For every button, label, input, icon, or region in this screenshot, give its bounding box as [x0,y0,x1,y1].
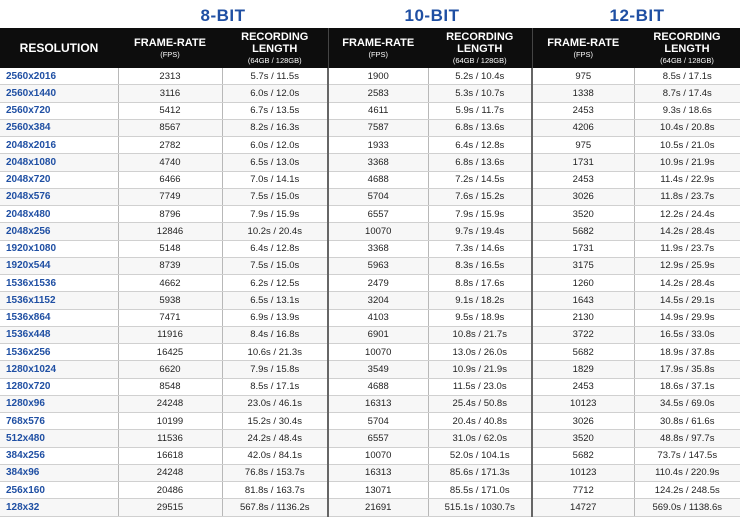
recording-length-12bit-cell: 18.9s / 37.8s [634,344,740,361]
frame-rate-8bit-cell: 16618 [118,447,222,464]
column-header-recording-length-8bit [222,28,328,68]
recording-length-12bit-cell: 10.9s / 21.9s [634,154,740,171]
recording-length-12bit-cell: 569.0s / 1138.6s [634,499,740,516]
frame-rate-10bit-cell: 6901 [328,326,428,343]
frame-rate-12bit-cell: 5682 [532,344,634,361]
frame-rate-10bit-cell: 10070 [328,447,428,464]
frame-rate-12bit-cell: 975 [532,137,634,154]
recording-length-10bit-cell: 6.4s / 12.8s [428,137,532,154]
recording-length-10bit-cell: 7.3s / 14.6s [428,240,532,257]
recording-length-12bit-cell: 8.5s / 17.1s [634,68,740,85]
frame-rate-10bit-cell: 3368 [328,240,428,257]
column-header-frame-rate-8bit [118,28,222,68]
frame-rate-8bit-cell: 7471 [118,309,222,326]
recording-length-8bit-cell: 8.5s / 17.1s [222,378,328,395]
recording-length-8bit-cell: 24.2s / 48.4s [222,430,328,447]
frame-rate-8bit-cell: 11536 [118,430,222,447]
recording-length-label: RECORDING LENGTH [241,31,309,55]
spec-table [0,28,740,517]
recording-length-10bit-cell: 5.2s / 10.4s [428,68,532,85]
frame-rate-12bit-cell: 1829 [532,361,634,378]
recording-length-10bit-cell: 6.8s / 13.6s [428,154,532,171]
frame-rate-10bit-cell: 1933 [328,137,428,154]
table-row [0,102,740,119]
frame-rate-label: FRAME-RATE [342,37,415,49]
group-12bit-title: 12-BIT [609,6,665,25]
recording-length-10bit-cell: 7.6s / 15.2s [428,188,532,205]
table-row [0,119,740,136]
table-row [0,326,740,343]
column-header-recording-length-12bit [634,28,740,68]
frame-rate-12bit-cell: 975 [532,68,634,85]
table-row [0,85,740,102]
resolution-cell: 1536x864 [0,309,118,326]
recording-length-10bit-cell: 9.7s / 19.4s [428,223,532,240]
frame-rate-10bit-cell: 10070 [328,223,428,240]
resolution-cell: 1536x1152 [0,292,118,309]
frame-rate-10bit-cell: 16313 [328,464,428,481]
resolution-cell: 2560x720 [0,102,118,119]
resolution-cell: 1920x1080 [0,240,118,257]
recording-length-12bit-cell: 14.2s / 28.4s [634,223,740,240]
recording-length-12bit-cell: 8.7s / 17.4s [634,85,740,102]
frame-rate-8bit-cell: 2313 [118,68,222,85]
frame-rate-10bit-cell: 2479 [328,275,428,292]
resolution-cell: 384x96 [0,464,118,481]
recording-length-8bit-cell: 7.9s / 15.8s [222,361,328,378]
recording-length-10bit-cell: 25.4s / 50.8s [428,395,532,412]
resolution-cell: 1536x256 [0,344,118,361]
recording-length-8bit-cell: 6.7s / 13.5s [222,102,328,119]
table-row [0,309,740,326]
table-row [0,206,740,223]
frame-rate-8bit-cell: 11916 [118,326,222,343]
recording-length-12bit-cell: 14.9s / 29.9s [634,309,740,326]
bit-depth-group-headers [0,0,740,28]
frame-rate-8bit-cell: 8548 [118,378,222,395]
frame-rate-12bit-cell: 4206 [532,119,634,136]
column-header-frame-rate-10bit [328,28,428,68]
recording-length-12bit-cell: 14.5s / 29.1s [634,292,740,309]
frame-rate-label: FRAME-RATE [547,37,620,49]
frame-rate-10bit-cell: 5963 [328,257,428,274]
frame-rate-8bit-cell: 12846 [118,223,222,240]
resolution-cell: 2048x1080 [0,154,118,171]
recording-length-8bit-cell: 76.8s / 153.7s [222,464,328,481]
frame-rate-10bit-cell: 6557 [328,430,428,447]
table-body [0,68,740,516]
frame-rate-12bit-cell: 2453 [532,102,634,119]
resolution-cell: 256x160 [0,482,118,499]
frame-rate-10bit-cell: 4611 [328,102,428,119]
resolution-cell: 2560x384 [0,119,118,136]
recording-length-10bit-cell: 5.9s / 11.7s [428,102,532,119]
resolution-cell: 384x256 [0,447,118,464]
frame-rate-label: FRAME-RATE [134,37,206,49]
frame-rate-8bit-cell: 5412 [118,102,222,119]
frame-rate-8bit-cell: 5148 [118,240,222,257]
resolution-cell: 1280x720 [0,378,118,395]
frame-rate-8bit-cell: 24248 [118,395,222,412]
frame-rate-10bit-cell: 7587 [328,119,428,136]
recording-length-unit: (64GB / 128GB) [452,56,507,65]
recording-length-8bit-cell: 7.0s / 14.1s [222,171,328,188]
frame-rate-unit: (FPS) [160,50,180,59]
table-row [0,361,740,378]
recording-length-8bit-cell: 6.9s / 13.9s [222,309,328,326]
recording-length-8bit-cell: 15.2s / 30.4s [222,413,328,430]
frame-rate-10bit-cell: 3368 [328,154,428,171]
resolution-cell: 128x32 [0,499,118,516]
frame-rate-8bit-cell: 4740 [118,154,222,171]
table-row [0,499,740,516]
frame-rate-12bit-cell: 5682 [532,223,634,240]
recording-length-10bit-cell: 6.8s / 13.6s [428,119,532,136]
recording-length-8bit-cell: 6.2s / 12.5s [222,275,328,292]
table-row [0,275,740,292]
frame-rate-8bit-cell: 2782 [118,137,222,154]
recording-length-10bit-cell: 20.4s / 40.8s [428,413,532,430]
recording-length-8bit-cell: 567.8s / 1136.2s [222,499,328,516]
recording-length-8bit-cell: 23.0s / 46.1s [222,395,328,412]
recording-length-12bit-cell: 10.5s / 21.0s [634,137,740,154]
frame-rate-12bit-cell: 1731 [532,154,634,171]
table-row [0,240,740,257]
frame-rate-12bit-cell: 3026 [532,188,634,205]
resolution-cell: 1536x448 [0,326,118,343]
frame-rate-8bit-cell: 3116 [118,85,222,102]
resolution-cell: 768x576 [0,413,118,430]
frame-rate-8bit-cell: 6466 [118,171,222,188]
recording-length-12bit-cell: 10.4s / 20.8s [634,119,740,136]
recording-length-10bit-cell: 7.9s / 15.9s [428,206,532,223]
frame-rate-8bit-cell: 4662 [118,275,222,292]
recording-length-10bit-cell: 8.8s / 17.6s [428,275,532,292]
table-row [0,344,740,361]
frame-rate-10bit-cell: 5704 [328,188,428,205]
frame-rate-8bit-cell: 10199 [118,413,222,430]
frame-rate-8bit-cell: 5938 [118,292,222,309]
frame-rate-10bit-cell: 5704 [328,413,428,430]
frame-rate-12bit-cell: 1338 [532,85,634,102]
recording-length-unit: (64GB / 128GB) [247,56,302,65]
recording-length-8bit-cell: 7.9s / 15.9s [222,206,328,223]
group-8bit-title: 8-BIT [200,6,246,25]
frame-rate-12bit-cell: 1731 [532,240,634,257]
recording-length-10bit-cell: 9.5s / 18.9s [428,309,532,326]
column-header-recording-length-10bit [428,28,532,68]
column-header-resolution: RESOLUTION [0,28,118,68]
frame-rate-10bit-cell: 21691 [328,499,428,516]
table-row [0,223,740,240]
frame-rate-12bit-cell: 3175 [532,257,634,274]
frame-rate-8bit-cell: 29515 [118,499,222,516]
recording-length-8bit-cell: 8.2s / 16.3s [222,119,328,136]
frame-rate-12bit-cell: 2453 [532,378,634,395]
table-row [0,154,740,171]
resolution-cell: 2048x576 [0,188,118,205]
table-row [0,447,740,464]
frame-rate-10bit-cell: 13071 [328,482,428,499]
table-row [0,413,740,430]
frame-rate-10bit-cell: 6557 [328,206,428,223]
recording-length-12bit-cell: 124.2s / 248.5s [634,482,740,499]
resolution-cell: 2048x2016 [0,137,118,154]
recording-length-label: RECORDING LENGTH [446,31,514,55]
resolution-cell: 2048x480 [0,206,118,223]
recording-length-10bit-cell: 8.3s / 16.5s [428,257,532,274]
table-row [0,171,740,188]
recording-length-8bit-cell: 42.0s / 84.1s [222,447,328,464]
frame-rate-8bit-cell: 20486 [118,482,222,499]
table-row [0,430,740,447]
frame-rate-12bit-cell: 14727 [532,499,634,516]
recording-length-8bit-cell: 5.7s / 11.5s [222,68,328,85]
table-row [0,257,740,274]
frame-rate-12bit-cell: 1643 [532,292,634,309]
recording-length-10bit-cell: 31.0s / 62.0s [428,430,532,447]
frame-rate-8bit-cell: 8567 [118,119,222,136]
resolution-cell: 2560x1440 [0,85,118,102]
recording-length-8bit-cell: 7.5s / 15.0s [222,188,328,205]
table-row [0,68,740,85]
recording-length-8bit-cell: 10.2s / 20.4s [222,223,328,240]
frame-rate-8bit-cell: 8739 [118,257,222,274]
recording-length-12bit-cell: 34.5s / 69.0s [634,395,740,412]
frame-rate-12bit-cell: 5682 [532,447,634,464]
recording-length-unit: (64GB / 128GB) [660,56,714,65]
table-row [0,137,740,154]
table-row [0,464,740,481]
recording-length-8bit-cell: 81.8s / 163.7s [222,482,328,499]
table-row [0,378,740,395]
recording-length-12bit-cell: 11.8s / 23.7s [634,188,740,205]
recording-length-12bit-cell: 18.6s / 37.1s [634,378,740,395]
recording-length-8bit-cell: 10.6s / 21.3s [222,344,328,361]
recording-length-12bit-cell: 110.4s / 220.9s [634,464,740,481]
frame-rate-8bit-cell: 6620 [118,361,222,378]
resolution-cell: 512x480 [0,430,118,447]
frame-rate-10bit-cell: 4103 [328,309,428,326]
resolution-cell: 2048x256 [0,223,118,240]
resolution-cell: 2048x720 [0,171,118,188]
frame-rate-12bit-cell: 3520 [532,206,634,223]
recording-length-8bit-cell: 6.0s / 12.0s [222,85,328,102]
recording-length-12bit-cell: 11.4s / 22.9s [634,171,740,188]
frame-rate-10bit-cell: 10070 [328,344,428,361]
frame-rate-12bit-cell: 10123 [532,395,634,412]
frame-rate-12bit-cell: 3026 [532,413,634,430]
frame-rate-10bit-cell: 3549 [328,361,428,378]
frame-rate-12bit-cell: 3722 [532,326,634,343]
recording-length-12bit-cell: 12.9s / 25.9s [634,257,740,274]
frame-rate-12bit-cell: 3520 [532,430,634,447]
frame-rate-10bit-cell: 4688 [328,378,428,395]
recording-length-8bit-cell: 6.0s / 12.0s [222,137,328,154]
frame-rate-10bit-cell: 4688 [328,171,428,188]
frame-rate-10bit-cell: 2583 [328,85,428,102]
recording-length-10bit-cell: 11.5s / 23.0s [428,378,532,395]
frame-rate-12bit-cell: 2130 [532,309,634,326]
recording-length-10bit-cell: 7.2s / 14.5s [428,171,532,188]
recording-length-12bit-cell: 48.8s / 97.7s [634,430,740,447]
resolution-cell: 1280x96 [0,395,118,412]
table-row [0,188,740,205]
column-header-frame-rate-12bit [532,28,634,68]
recording-length-10bit-cell: 9.1s / 18.2s [428,292,532,309]
recording-length-10bit-cell: 52.0s / 104.1s [428,447,532,464]
recording-length-8bit-cell: 6.4s / 12.8s [222,240,328,257]
recording-length-12bit-cell: 73.7s / 147.5s [634,447,740,464]
table-header [0,28,740,68]
recording-length-10bit-cell: 10.8s / 21.7s [428,326,532,343]
table-row [0,482,740,499]
resolution-cell: 1536x1536 [0,275,118,292]
resolution-cell: 2560x2016 [0,68,118,85]
recording-length-12bit-cell: 17.9s / 35.8s [634,361,740,378]
recording-length-label: RECORDING LENGTH [653,31,721,55]
recording-length-10bit-cell: 13.0s / 26.0s [428,344,532,361]
recording-length-8bit-cell: 6.5s / 13.1s [222,292,328,309]
frame-rate-unit: (FPS) [573,50,594,59]
frame-rate-8bit-cell: 7749 [118,188,222,205]
recording-length-12bit-cell: 12.2s / 24.4s [634,206,740,223]
recording-length-8bit-cell: 8.4s / 16.8s [222,326,328,343]
recording-length-12bit-cell: 9.3s / 18.6s [634,102,740,119]
recording-length-10bit-cell: 85.5s / 171.0s [428,482,532,499]
frame-rate-12bit-cell: 2453 [532,171,634,188]
frame-rate-12bit-cell: 1260 [532,275,634,292]
frame-rate-unit: (FPS) [368,50,389,59]
table-row [0,292,740,309]
recording-length-8bit-cell: 7.5s / 15.0s [222,257,328,274]
group-10bit-title: 10-BIT [404,6,460,25]
recording-length-8bit-cell: 6.5s / 13.0s [222,154,328,171]
recording-length-12bit-cell: 16.5s / 33.0s [634,326,740,343]
frame-rate-12bit-cell: 10123 [532,464,634,481]
recording-length-10bit-cell: 85.6s / 171.3s [428,464,532,481]
table-row [0,395,740,412]
frame-rate-10bit-cell: 3204 [328,292,428,309]
frame-rate-12bit-cell: 7712 [532,482,634,499]
recording-length-10bit-cell: 515.1s / 1030.7s [428,499,532,516]
recording-length-12bit-cell: 14.2s / 28.4s [634,275,740,292]
frame-rate-10bit-cell: 16313 [328,395,428,412]
recording-length-10bit-cell: 10.9s / 21.9s [428,361,532,378]
recording-length-12bit-cell: 11.9s / 23.7s [634,240,740,257]
frame-rate-10bit-cell: 1900 [328,68,428,85]
frame-rate-8bit-cell: 16425 [118,344,222,361]
recording-length-10bit-cell: 5.3s / 10.7s [428,85,532,102]
frame-rate-8bit-cell: 24248 [118,464,222,481]
frame-rate-8bit-cell: 8796 [118,206,222,223]
recording-length-12bit-cell: 30.8s / 61.6s [634,413,740,430]
resolution-cell: 1280x1024 [0,361,118,378]
resolution-cell: 1920x544 [0,257,118,274]
